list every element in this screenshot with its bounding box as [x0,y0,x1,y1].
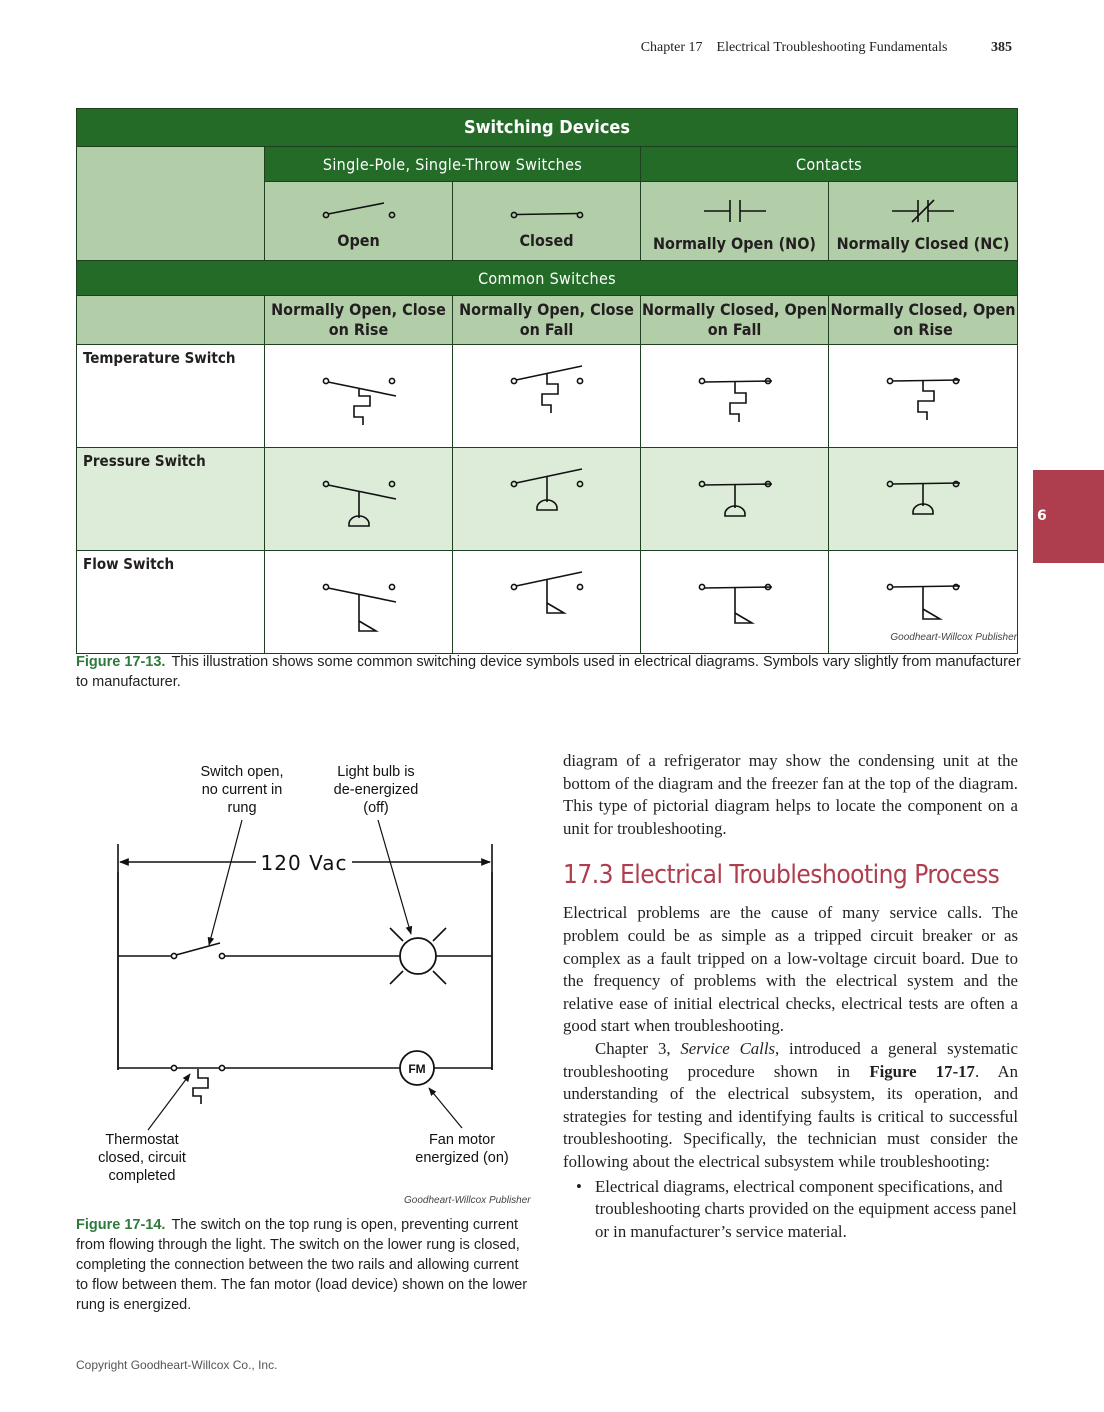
column-header-nc-open-on-rise: Normally Closed, Open on Rise [829,296,1018,345]
temperature-switch-symbol [314,361,404,431]
table-title: Switching Devices [77,109,1018,147]
pressure-switch-symbol [314,464,404,534]
figure-17-14-label: Figure 17-14. [76,1217,166,1233]
symbol-nc-contact-cell [829,182,1018,261]
para3-text-c: . An understanding of the electrical subsystem, its operation, and strategies for testing and identifying faults is critical to successful troubleshooting. Specifically, the technician must consider the following about the electrical subsystem while troubleshooting: [563,1061,1018,1171]
row-label-pressure-switch: Pressure Switch [77,448,265,551]
callout-thermostat-line-1: Thermostat [105,1132,179,1148]
temperature-switch-symbol [690,361,780,431]
symbol-label-nc: Normally Closed (NC) [836,233,1010,253]
ladder-diagram-figure-17-14 [76,740,536,1195]
callout-bulb-line-3: (off) [363,800,389,816]
body-text-column [563,750,1018,1243]
row-label-temperature-switch: Temperature Switch [77,345,265,448]
temperature-switch-nc-open-on-rise [829,345,1018,448]
open-switch [176,943,220,955]
pressure-switch-nc-open-on-rise [829,448,1018,551]
switch-terminal [171,953,176,958]
table-corner-cell [77,147,265,261]
flow-switch-symbol [502,567,592,637]
paragraph-troubleshooting-procedure [563,1038,1018,1174]
callout-switch-line-1: Switch open, [200,764,284,780]
callout-thermostat-line-3: completed [108,1168,176,1184]
symbol-label-no: Normally Open (NO) [653,233,816,253]
paragraph-pictorial-diagram: diagram of a refrigerator may show the condensing unit at the bottom of the diagram and the freezer fan at the top of the diagram. This type of pictorial diagram helps to locate the component on a unit for troubleshooting. [563,751,1018,838]
figure-17-14-caption [76,1215,534,1315]
chapter-side-tab [1033,470,1104,563]
figure-reference: Figure 17-17 [869,1061,975,1081]
open-switch-symbol [314,201,404,221]
column-header-no-close-on-fall: Normally Open, Close on Fall [453,296,641,345]
callout-switch-line-3: rung [227,800,257,816]
pressure-switch-no-close-on-fall [453,448,641,551]
callout-fan-line-1: Fan motor [428,1132,496,1148]
figure-17-14-caption-text: The switch on the top rung is open, preventing current from flowing through the light. The switch on the lower rung is closed, completing the connection between the two rails and allowing current to flow between them. The fan motor (load device) shown on the lower rung is energized. [76,1217,528,1313]
callout-fan-line-2: energized (on) [415,1150,509,1166]
page-number: 385 [991,40,1012,55]
running-head-chapter: Chapter 17 [640,40,703,55]
bullet-item [563,1176,1018,1244]
running-head-title: Electrical Troubleshooting Fundamentals [716,40,948,55]
common-switches-header: Common Switches [77,261,1018,296]
thermostat-terminal [171,1065,176,1070]
temperature-switch-no-close-on-fall [453,345,641,448]
copyright-footer: Copyright Goodheart-Willcox Co., Inc. [76,1358,278,1372]
callout-thermostat-line-2: closed, circuit [98,1150,186,1166]
bullet-text: Electrical diagrams, electrical component specifications, and troubleshooting charts provided on the equipment access panel or in manufacturer’s service material. [595,1176,1017,1241]
figure-17-13-caption [76,652,1026,692]
flow-switch-nc-open-on-fall [641,551,829,654]
flow-switch-no-close-on-fall [453,551,641,654]
symbol-closed-cell [453,182,641,261]
spst-group-header: Single-Pole, Single-Throw Switches [265,147,641,182]
voltage-label: 120 Vac [260,851,348,875]
figure-17-13-credit: Goodheart-Willcox Publisher [890,632,1017,643]
row-label-flow-switch: Flow Switch [77,551,265,654]
normally-open-contact-symbol [690,198,780,224]
column-header-nc-open-on-fall: Normally Closed, Open on Fall [641,296,829,345]
switching-devices-table [76,108,1018,654]
callout-bulb-line-2: de-energized [333,782,419,798]
running-head [0,40,1012,56]
figure-17-13-caption-text: This illustration shows some common switching device symbols used in electrical diagrams. Symbols vary slightly from manufacturer to manufacturer. [76,654,1021,690]
flow-switch-symbol [878,567,968,637]
section-heading: 17.3 Electrical Troubleshooting Process [563,860,1000,891]
figure-17-13-label: Figure 17-13. [76,654,166,670]
pressure-switch-symbol [502,464,592,534]
callout-switch-line-2: no current in [201,782,283,798]
flow-switch-no-close-on-rise [265,551,453,654]
chapter-reference: Service Calls [680,1038,776,1058]
light-bulb [400,938,436,974]
flow-switch-symbol [690,567,780,637]
symbol-open-cell [265,182,453,261]
temperature-switch-symbol [878,361,968,431]
pressure-switch-symbol [878,464,968,534]
callout-bulb-line-1: Light bulb is [337,764,415,780]
flow-switch-symbol [314,567,404,637]
symbol-no-contact-cell [641,182,829,261]
normally-closed-contact-symbol [878,198,968,224]
symbol-label-closed: Closed [519,230,574,250]
para3-text-a: Chapter 3, [595,1038,681,1058]
column-header-no-close-on-rise: Normally Open, Close on Rise [265,296,453,345]
thermostat-element [193,1069,208,1104]
paragraph-electrical-problems: Electrical problems are the cause of many service calls. The problem could be as simple as a tripped circuit breaker or as complex as a fault tripped on a low-voltage circuit board. Due to the frequency of problems with the electrical system and the relative ease of initial electrical checks, electrical tests are often a good start when troubleshooting. [563,903,1018,1036]
symbol-label-open: Open [337,230,380,250]
bullet-icon: • [576,1176,582,1196]
temperature-switch-symbol [502,361,592,431]
column-header-empty [77,296,265,345]
thermostat-terminal [219,1065,224,1070]
switch-terminal [219,953,224,958]
closed-switch-symbol [502,201,592,221]
pressure-switch-symbol [690,464,780,534]
para3-text-b: , introduced a general systematic troubleshooting procedure shown in [563,1038,1018,1081]
figure-17-14-credit: Goodheart-Willcox Publisher [404,1195,531,1206]
pressure-switch-no-close-on-rise [265,448,453,551]
pressure-switch-nc-open-on-fall [641,448,829,551]
fan-motor-label: FM [408,1062,426,1076]
contacts-group-header: Contacts [641,147,1018,182]
temperature-switch-no-close-on-rise [265,345,453,448]
temperature-switch-nc-open-on-fall [641,345,829,448]
side-tab-label: 6 [1037,508,1047,524]
